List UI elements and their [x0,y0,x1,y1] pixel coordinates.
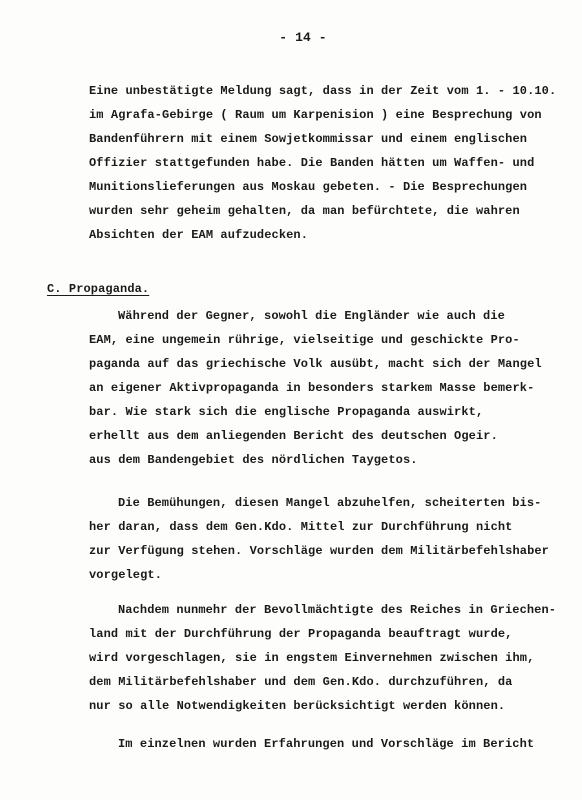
paragraph-4-line-4: dem Militärbefehlshaber und dem Gen.Kdo. durchzuführen, da [89,675,513,689]
paragraph-4-line-1: Nachdem nunmehr der Bevollmächtigte des Reiches in Griechen- [118,603,557,617]
paragraph-3-line-4: vorgelegt. [89,568,163,582]
paragraph-2-line-6: erhellt aus dem anliegenden Bericht des deutschen Ogeir. [89,429,498,443]
paragraph-2-line-5: bar. Wie stark sich die englische Propaganda auswirkt, [89,405,484,419]
paragraph-1-line-3: Bandenführern mit einem Sowjetkommissar und einem englischen [89,132,528,146]
paragraph-2-line-2: EAM, eine ungemein rührige, vielseitige und geschickte Pro- [89,333,520,347]
page-number: - 14 - [279,30,327,45]
paragraph-2-line-1: Während der Gegner, sowohl die Engländer wie auch die [118,309,505,323]
paragraph-3-line-3: zur Verfügung stehen. Vorschläge wurden dem Militärbefehlshaber [89,544,549,558]
paragraph-2-line-3: paganda auf das griechische Volk ausübt, macht sich der Mangel [89,357,542,371]
paragraph-4-line-3: wird vorgeschlagen, sie in engstem Einvernehmen zwischen ihm, [89,651,535,665]
paragraph-1-line-7: Absichten der EAM aufzudecken. [89,228,309,242]
paragraph-1-line-5: Munitionslieferungen aus Moskau gebeten. - Die Besprechungen [89,180,528,194]
paragraph-4-line-5: nur so alle Notwendigkeiten berücksichtigt werden können. [89,699,506,713]
paragraph-5-line-1: Im einzelnen wurden Erfahrungen und Vorschläge im Bericht [118,737,535,751]
paragraph-3-line-1: Die Bemühungen, diesen Mangel abzuhelfen, scheiterten bis- [118,496,542,510]
paragraph-2-line-7: aus dem Bandengebiet des nördlichen Taygetos. [89,453,418,467]
paragraph-4-line-2: land mit der Durchführung der Propaganda beauftragt wurde, [89,627,513,641]
paragraph-1-line-1: Eine unbestätigte Meldung sagt, dass in der Zeit vom 1. - 10.10. [89,84,557,98]
paragraph-1-line-4: Offizier stattgefunden habe. Die Banden hätten um Waffen- und [89,156,535,170]
paragraph-1-line-6: wurden sehr geheim gehalten, da man befürchtete, die wahren [89,204,520,218]
paragraph-3-line-2: her daran, dass dem Gen.Kdo. Mittel zur Durchführung nicht [89,520,513,534]
section-heading: C. Propaganda. [47,282,150,296]
paragraph-1-line-2: im Agrafa-Gebirge ( Raum um Karpenision ) eine Besprechung von [89,108,542,122]
paragraph-2-line-4: an eigener Aktivpropaganda in besonders starkem Masse bemerk- [89,381,535,395]
